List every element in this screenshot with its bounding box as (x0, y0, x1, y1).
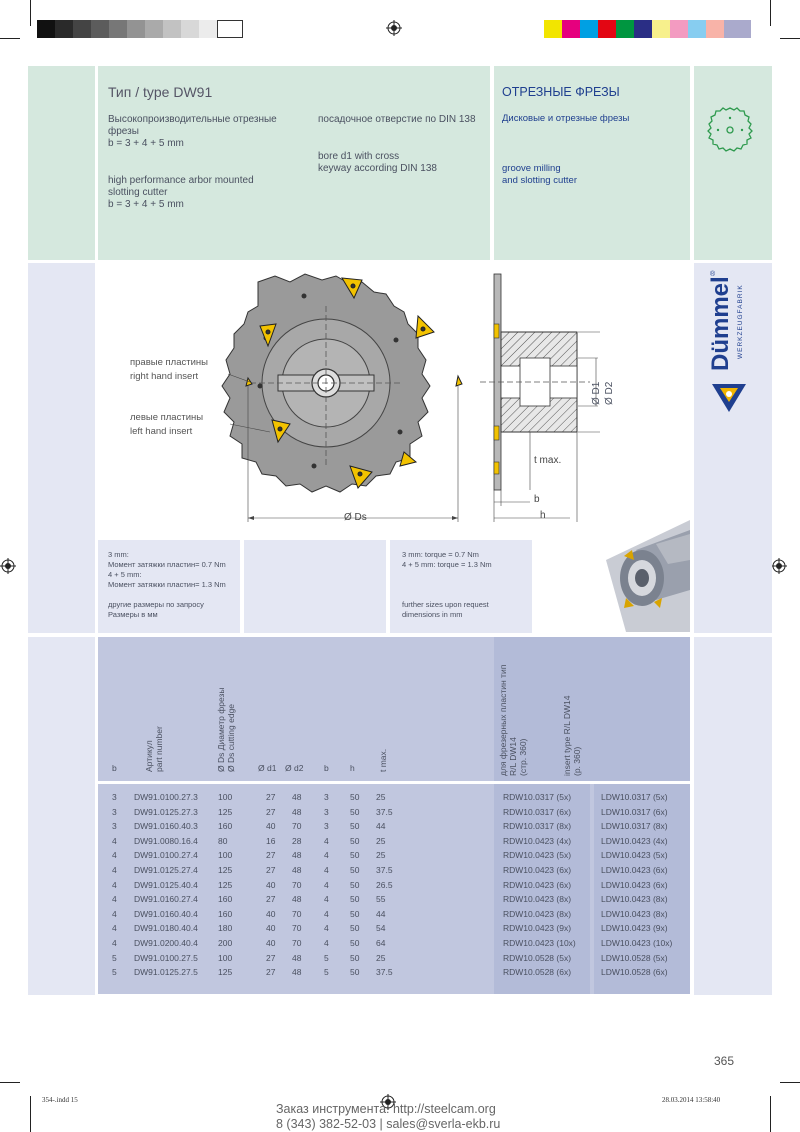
row-b: 3 (112, 821, 117, 832)
b-label: b (534, 494, 540, 505)
th-tmax: t max. (378, 748, 388, 772)
row-ds: 125 (218, 806, 233, 817)
row-r-insert: RDW10.0423 (10x) (503, 938, 576, 948)
table-row (98, 850, 690, 865)
h-label: h (540, 510, 546, 521)
row-r-insert: RDW10.0423 (6x) (503, 879, 572, 890)
row-bb: 4 (324, 879, 329, 890)
table-row (98, 821, 690, 836)
row-article: DW91.0125.40.4 (134, 879, 198, 890)
row-l-insert: LDW10.0423 (10x) (601, 938, 673, 948)
row-d2: 48 (292, 865, 302, 875)
right-insert-ru: правые пластины (130, 357, 208, 368)
row-article: DW91.0100.27.3 (134, 792, 198, 802)
row-d2: 70 (292, 879, 302, 890)
row-r-insert: RDW10.0317 (5x) (503, 792, 572, 802)
table-body (98, 792, 690, 988)
row-bb: 4 (324, 835, 329, 846)
row-article: DW91.0125.27.4 (134, 865, 198, 875)
th-insert-en-line1: insert type R/L DW14 (562, 695, 572, 776)
row-bb: 3 (324, 806, 329, 817)
row-b: 4 (112, 923, 117, 934)
row-ds: 125 (218, 865, 233, 875)
right-insert-en: right hand insert (130, 371, 199, 382)
row-tmax: 37.5 (376, 865, 393, 875)
left-margin-lav (28, 263, 95, 633)
row-tmax: 26.5 (376, 879, 393, 890)
row-article: DW91.0080.16.4 (134, 835, 198, 846)
row-d1: 27 (266, 806, 276, 817)
left-insert-ru: левые пластины (130, 412, 204, 423)
right-margin-lav (694, 637, 772, 995)
notes-en-line1: 3 mm: torque = 0.7 Nm (402, 550, 479, 559)
desc-en-line3: b = 3 + 4 + 5 mm (108, 199, 184, 210)
th-insert-ru (498, 665, 528, 776)
footer-contact-line: 8 (343) 382-52-03 | sales@sverla-ekb.ru (276, 1117, 501, 1131)
indd-slug: 354-.indd 15 (42, 1096, 78, 1104)
row-d2: 70 (292, 938, 302, 948)
table-row (98, 894, 690, 909)
table-row (98, 865, 690, 880)
table-sep (98, 781, 690, 784)
th-ds (216, 688, 236, 773)
row-tmax: 25 (376, 835, 386, 846)
row-bb: 5 (324, 952, 329, 963)
row-d1: 40 (266, 879, 276, 890)
row-r-insert: RDW10.0423 (5x) (503, 850, 572, 861)
row-bb: 5 (324, 967, 329, 978)
row-article: DW91.0100.27.5 (134, 952, 198, 963)
row-d1: 40 (266, 908, 276, 919)
table-row (98, 967, 690, 982)
notes-en-line2: 4 + 5 mm: torque = 1.3 Nm (402, 560, 492, 569)
row-r-insert: RDW10.0423 (8x) (503, 908, 572, 919)
notes-panel-mid (244, 540, 386, 633)
product-photo (596, 520, 690, 632)
row-h: 50 (350, 792, 360, 802)
left-insert-label (130, 411, 203, 439)
category-sub-en-line2: and slotting cutter (502, 175, 577, 186)
table-row (98, 792, 690, 807)
row-tmax: 37.5 (376, 806, 393, 817)
row-ds: 160 (218, 821, 233, 832)
row-ds: 80 (218, 835, 228, 846)
row-d2: 70 (292, 908, 302, 919)
row-b: 4 (112, 879, 117, 890)
row-d1: 40 (266, 923, 276, 934)
th-b: b (112, 763, 117, 773)
table-row (98, 953, 690, 968)
row-ds: 160 (218, 908, 233, 919)
row-l-insert: LDW10.0423 (5x) (601, 850, 668, 861)
icon-panel (694, 66, 772, 260)
bore-en-line2: keyway according DIN 138 (318, 163, 437, 174)
row-d2: 48 (292, 792, 302, 802)
row-tmax: 55 (376, 894, 386, 905)
row-b: 3 (112, 806, 117, 817)
notes-ru-line3: 4 + 5 mm: (108, 570, 142, 579)
left-insert-en: left hand insert (130, 426, 193, 437)
row-h: 50 (350, 938, 360, 948)
row-ds: 160 (218, 894, 233, 905)
registration-mark-top (386, 20, 402, 36)
row-d1: 27 (266, 850, 276, 861)
bore-en (318, 151, 437, 175)
row-b: 3 (112, 792, 117, 802)
row-b: 4 (112, 850, 117, 861)
row-l-insert: LDW10.0423 (6x) (601, 865, 668, 875)
row-d2: 48 (292, 894, 302, 905)
row-d2: 48 (292, 850, 302, 861)
row-d1: 27 (266, 952, 276, 963)
row-bb: 3 (324, 821, 329, 832)
dummel-logo-icon (710, 378, 748, 414)
row-ds: 100 (218, 952, 233, 963)
brand-reg-mark: ® (710, 271, 716, 278)
left-margin-green (28, 66, 95, 260)
row-h: 50 (350, 879, 360, 890)
row-d2: 70 (292, 821, 302, 832)
th-b2: b (324, 763, 329, 773)
row-d1: 40 (266, 821, 276, 832)
desc-ru-line2: фрезы (108, 126, 139, 137)
row-ds: 200 (218, 938, 233, 948)
registration-mark-left (0, 558, 16, 574)
row-d1: 27 (266, 865, 276, 875)
row-l-insert: LDW10.0423 (9x) (601, 923, 668, 934)
th-insert-ru-line2: R/L DW14 (508, 737, 518, 776)
row-d1: 27 (266, 967, 276, 978)
th-insert-ru-line3: (стр. 360) (518, 738, 528, 776)
row-l-insert: LDW10.0317 (6x) (601, 806, 668, 817)
table-row (98, 836, 690, 851)
row-r-insert: RDW10.0423 (9x) (503, 923, 572, 934)
right-insert-label (130, 356, 208, 384)
row-h: 50 (350, 806, 360, 817)
row-article: DW91.0160.40.3 (134, 821, 198, 832)
row-b: 4 (112, 938, 117, 948)
cutter-disc-front-view (222, 274, 430, 492)
row-ds: 100 (218, 792, 233, 802)
desc-en-line2: slotting cutter (108, 187, 168, 198)
brand-subtitle: WERKZEUGFABRIK (737, 284, 744, 359)
row-bb: 3 (324, 792, 329, 802)
ds-label: Ø Ds (344, 512, 367, 523)
notes-ru-line2: Момент затяжки пластин= 0.7 Nm (108, 560, 226, 569)
row-l-insert: LDW10.0528 (6x) (601, 967, 668, 978)
row-l-insert: LDW10.0423 (8x) (601, 908, 668, 919)
cutter-drawing (100, 266, 600, 534)
row-d2: 70 (292, 923, 302, 934)
type-title: Тип / type DW91 (108, 84, 213, 100)
th-article-en: part number (154, 726, 164, 772)
category-sub-en-line1: groove milling (502, 163, 561, 174)
row-d1: 40 (266, 938, 276, 948)
th-d1: Ø d1 (258, 763, 277, 773)
th-d2: Ø d2 (285, 763, 304, 773)
desc-ru-line1: Высокопроизводительные отрезные (108, 114, 277, 125)
bore-en-line1: bore d1 with cross (318, 151, 400, 162)
row-article: DW91.0180.40.4 (134, 923, 198, 934)
row-tmax: 64 (376, 938, 386, 948)
th-h: h (350, 763, 355, 773)
th-article-ru: Артикул (144, 740, 154, 772)
row-b: 4 (112, 865, 117, 875)
table-row (98, 923, 690, 938)
row-d2: 48 (292, 806, 302, 817)
row-r-insert: RDW10.0423 (4x) (503, 835, 572, 846)
row-bb: 4 (324, 894, 329, 905)
category-sub-en (502, 163, 577, 187)
row-bb: 4 (324, 865, 329, 875)
row-tmax: 25 (376, 792, 386, 802)
row-r-insert: RDW10.0423 (8x) (503, 894, 572, 905)
row-d2: 48 (292, 952, 302, 963)
row-h: 50 (350, 821, 360, 832)
row-b: 4 (112, 894, 117, 905)
desc-en-line1: high performance arbor mounted (108, 175, 254, 186)
row-l-insert: LDW10.0528 (5x) (601, 952, 668, 963)
row-bb: 4 (324, 938, 329, 948)
notes-ru-line4: Момент затяжки пластин= 1.3 Nm (108, 580, 226, 589)
desc-ru-line3: b = 3 + 4 + 5 mm (108, 138, 184, 149)
row-ds: 125 (218, 879, 233, 890)
notes-en (402, 550, 492, 620)
notes-ru-line5: другие размеры по запросу (108, 600, 204, 609)
row-bb: 4 (324, 923, 329, 934)
row-h: 50 (350, 923, 360, 934)
row-b: 4 (112, 835, 117, 846)
row-h: 50 (350, 865, 360, 875)
tmax-label: t max. (534, 455, 562, 466)
row-h: 50 (350, 894, 360, 905)
th-insert-ru-line1: для фрезерных пластин тип (498, 664, 508, 776)
row-l-insert: LDW10.0423 (8x) (601, 894, 668, 905)
row-ds: 180 (218, 923, 233, 934)
row-article: DW91.0160.40.4 (134, 908, 198, 919)
th-ds-ru: Ø Ds Диаметр фрезы (216, 687, 226, 772)
th-insert-en (562, 696, 582, 776)
row-l-insert: LDW10.0423 (4x) (601, 835, 668, 846)
notes-ru-line1: 3 mm: (108, 550, 129, 559)
row-bb: 4 (324, 850, 329, 861)
th-ds-en: Ø Ds cutting edge (226, 703, 236, 772)
category-sub-ru: Дисковые и отрезные фрезы (502, 113, 630, 124)
row-r-insert: RDW10.0317 (8x) (503, 821, 572, 832)
bore-ru: посадочное отверстие по DIN 138 (318, 114, 476, 125)
row-h: 50 (350, 908, 360, 919)
row-d1: 27 (266, 792, 276, 802)
left-margin-lav-2 (28, 637, 95, 995)
row-b: 5 (112, 952, 117, 963)
row-h: 50 (350, 952, 360, 963)
row-article: DW91.0160.27.4 (134, 894, 198, 905)
row-l-insert: LDW10.0423 (6x) (601, 879, 668, 890)
row-article: DW91.0125.27.5 (134, 967, 198, 978)
table-row (98, 938, 690, 953)
row-h: 50 (350, 835, 360, 846)
row-tmax: 44 (376, 908, 386, 919)
row-l-insert: LDW10.0317 (5x) (601, 792, 668, 802)
row-tmax: 44 (376, 821, 386, 832)
row-tmax: 25 (376, 952, 386, 963)
registration-mark-right (771, 558, 787, 574)
row-h: 50 (350, 967, 360, 978)
row-h: 50 (350, 850, 360, 861)
th-article (144, 726, 164, 772)
row-d1: 27 (266, 894, 276, 905)
d2-label: Ø D2 (604, 381, 615, 405)
footer-order-line: Заказ инструмента: http://steelcam.org (276, 1102, 496, 1116)
row-d2: 28 (292, 835, 302, 846)
slotting-cutter-icon (700, 100, 760, 160)
row-d2: 48 (292, 967, 302, 978)
row-d1: 16 (266, 835, 276, 846)
notes-ru (108, 550, 226, 620)
row-tmax: 25 (376, 850, 386, 861)
row-b: 5 (112, 967, 117, 978)
category-title: ОТРЕЗНЫЕ ФРЕЗЫ (502, 85, 620, 99)
row-tmax: 54 (376, 923, 386, 934)
row-r-insert: RDW10.0528 (6x) (503, 967, 572, 978)
table-row (98, 880, 690, 895)
brand-name: Dümmel (707, 276, 734, 371)
row-article: DW91.0125.27.3 (134, 806, 198, 817)
notes-en-line4: dimensions in mm (402, 610, 463, 619)
page-number: 365 (714, 1054, 735, 1068)
row-r-insert: RDW10.0423 (6x) (503, 865, 572, 875)
row-r-insert: RDW10.0317 (6x) (503, 806, 572, 817)
row-ds: 100 (218, 850, 233, 861)
row-b: 4 (112, 908, 117, 919)
row-ds: 125 (218, 967, 233, 978)
table-row (98, 909, 690, 924)
row-article: DW91.0200.40.4 (134, 938, 198, 948)
th-insert-en-line2: (p. 360) (572, 746, 582, 776)
cutter-side-view (480, 274, 600, 522)
row-tmax: 37.5 (376, 967, 393, 978)
notes-ru-line6: Размеры в мм (108, 610, 158, 619)
row-article: DW91.0100.27.4 (134, 850, 198, 861)
d1-label: Ø D1 (591, 381, 602, 405)
timestamp: 28.03.2014 13:58:40 (662, 1096, 721, 1104)
row-bb: 4 (324, 908, 329, 919)
notes-en-line3: further sizes upon request (402, 600, 489, 609)
desc-en (108, 175, 254, 211)
desc-ru (108, 114, 277, 150)
row-r-insert: RDW10.0528 (5x) (503, 952, 572, 963)
row-l-insert: LDW10.0317 (8x) (601, 821, 668, 832)
table-row (98, 807, 690, 822)
